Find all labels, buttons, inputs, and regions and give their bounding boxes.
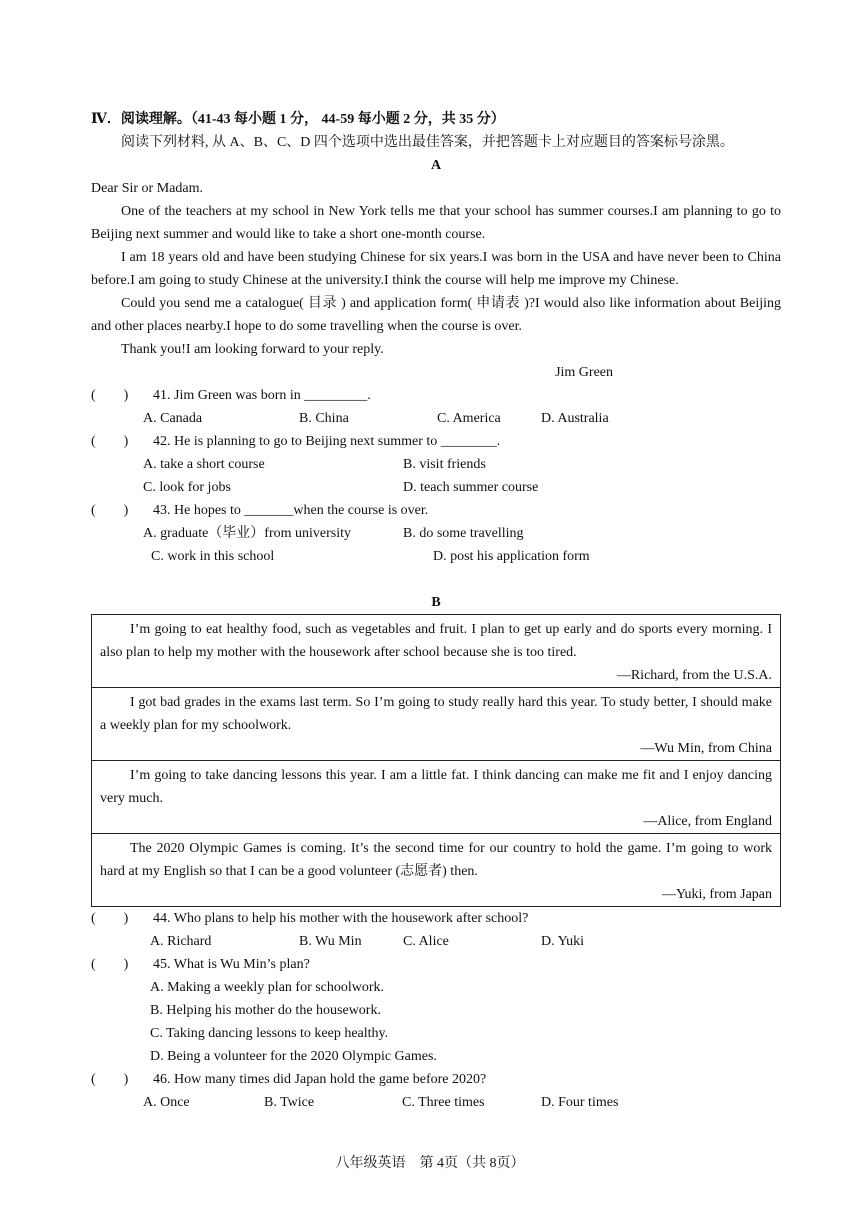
question-text: 45. What is Wu Min’s plan? — [153, 957, 310, 972]
options-46 — [91, 1091, 781, 1114]
option-b[interactable]: B. China — [299, 411, 349, 426]
answer-blank[interactable]: ( ) — [91, 1072, 129, 1087]
option-b[interactable]: B. Helping his mother do the housework. — [150, 1003, 381, 1018]
passage-b-entry — [92, 687, 780, 760]
option-d[interactable]: D. teach summer course — [403, 480, 539, 495]
options-43 — [91, 522, 781, 545]
answer-blank[interactable]: ( ) — [91, 388, 129, 403]
answer-blank[interactable]: ( ) — [91, 957, 129, 972]
option-d[interactable]: D. Being a volunteer for the 2020 Olympic Games. — [150, 1049, 437, 1064]
options-43 — [91, 545, 781, 568]
exam-page — [91, 108, 781, 1114]
option-c[interactable]: C. work in this school — [151, 549, 275, 564]
option-b[interactable]: B. Twice — [264, 1095, 315, 1110]
option-a[interactable]: A. Richard — [150, 934, 212, 949]
entry-author: —Richard, from the U.S.A. — [616, 668, 772, 683]
entry-text: I’m going to eat healthy food, such as vegetables and fruit. I plan to get up early and do sports every morning. I also plan to help my mother with the housework after school because she is too tired. — [100, 622, 772, 660]
option-c[interactable]: C. Taking dancing lessons to keep healthy. — [150, 1026, 389, 1041]
option-b[interactable]: B. visit friends — [403, 457, 486, 472]
option-b[interactable]: B. Wu Min — [299, 934, 362, 949]
options-42 — [91, 453, 781, 476]
question-text: 44. Who plans to help his mother with the housework after school? — [153, 911, 529, 926]
letter-signature: Jim Green — [555, 365, 613, 380]
entry-author: —Wu Min, from China — [640, 741, 772, 756]
option-c[interactable]: C. Three times — [402, 1095, 485, 1110]
letter-paragraph: Thank you!I am looking forward to your reply. — [121, 342, 384, 357]
section-instruction: 阅读下列材料, 从 A、B、C、D 四个选项中选出最佳答案，并把答题卡上对应题目的答案标号涂黑。 — [121, 135, 734, 150]
letter-paragraph: Could you send me a catalogue( 目录 ) and application form( 申请表 )?I would also like information about Beijing and other places nearby.I hope to do some travelling when the course is over. — [91, 296, 781, 334]
answer-blank[interactable]: ( ) — [91, 503, 129, 518]
question-41 — [91, 384, 781, 407]
passage-b-entry — [92, 760, 780, 833]
passage-b-entry — [92, 615, 780, 687]
answer-blank[interactable]: ( ) — [91, 434, 129, 449]
option-d[interactable]: D. Australia — [541, 411, 609, 426]
question-text: 43. He hopes to _______when the course is over. — [153, 503, 429, 518]
letter-paragraph: I am 18 years old and have been studying Chinese for six years.I was born in the USA and have never been to China before.I am going to study Chinese at the university.I think the course will help me improve my Chinese. — [91, 250, 781, 288]
option-d[interactable]: D. post his application form — [433, 549, 590, 564]
entry-author: —Alice, from England — [643, 814, 772, 829]
option-c[interactable]: C. Alice — [403, 934, 449, 949]
question-43 — [91, 499, 781, 522]
option-a[interactable]: A. Canada — [143, 411, 203, 426]
entry-text: The 2020 Olympic Games is coming. It’s the second time for our country to hold the game. I’m going to work hard at my English so that I can be a good volunteer (志愿者) then. — [100, 841, 772, 879]
option-a[interactable]: A. Making a weekly plan for schoolwork. — [150, 980, 385, 995]
option-a[interactable]: A. take a short course — [143, 457, 265, 472]
option-c[interactable]: C. America — [437, 411, 501, 426]
section-title: Ⅳ．阅读理解。（41-43 每小题 1 分， 44-59 每小题 2 分，共 35 分） — [91, 112, 505, 127]
passage-a-label: A — [430, 158, 442, 173]
question-46 — [91, 1068, 781, 1091]
passage-b-table — [91, 614, 781, 907]
question-42 — [91, 430, 781, 453]
question-44 — [91, 907, 781, 930]
entry-text: I got bad grades in the exams last term. So I’m going to study really hard this year. To study better, I should make a weekly plan for my schoolwork. — [100, 695, 772, 733]
options-42 — [91, 476, 781, 499]
option-d[interactable]: D. Yuki — [541, 934, 585, 949]
entry-author: —Yuki, from Japan — [661, 887, 772, 902]
letter-paragraph: One of the teachers at my school in New York tells me that your school has summer courses.I am planning to go to Beijing next summer and would like to take a short one-month course. — [91, 204, 781, 242]
letter-greeting: Dear Sir or Madam. — [91, 181, 203, 196]
question-text: 41. Jim Green was born in _________. — [153, 388, 371, 403]
entry-text: I’m going to take dancing lessons this year. I am a little fat. I think dancing can make me fit and I enjoy dancing very much. — [100, 768, 772, 806]
page-footer: 八年级英语 第 4页（共 8页） — [335, 1156, 525, 1171]
question-text: 42. He is planning to go to Beijing next summer to ________. — [153, 434, 501, 449]
options-41 — [91, 407, 781, 430]
option-c[interactable]: C. look for jobs — [143, 480, 231, 495]
option-a[interactable]: A. graduate（毕业）from university — [143, 526, 352, 541]
passage-b-entry — [92, 833, 780, 906]
option-b[interactable]: B. do some travelling — [403, 526, 524, 541]
options-44 — [91, 930, 781, 953]
passage-b-label: B — [431, 595, 441, 610]
question-text: 46. How many times did Japan hold the game before 2020? — [153, 1072, 487, 1087]
option-a[interactable]: A. Once — [143, 1095, 190, 1110]
question-45 — [91, 953, 781, 976]
option-d[interactable]: D. Four times — [541, 1095, 619, 1110]
answer-blank[interactable]: ( ) — [91, 911, 129, 926]
